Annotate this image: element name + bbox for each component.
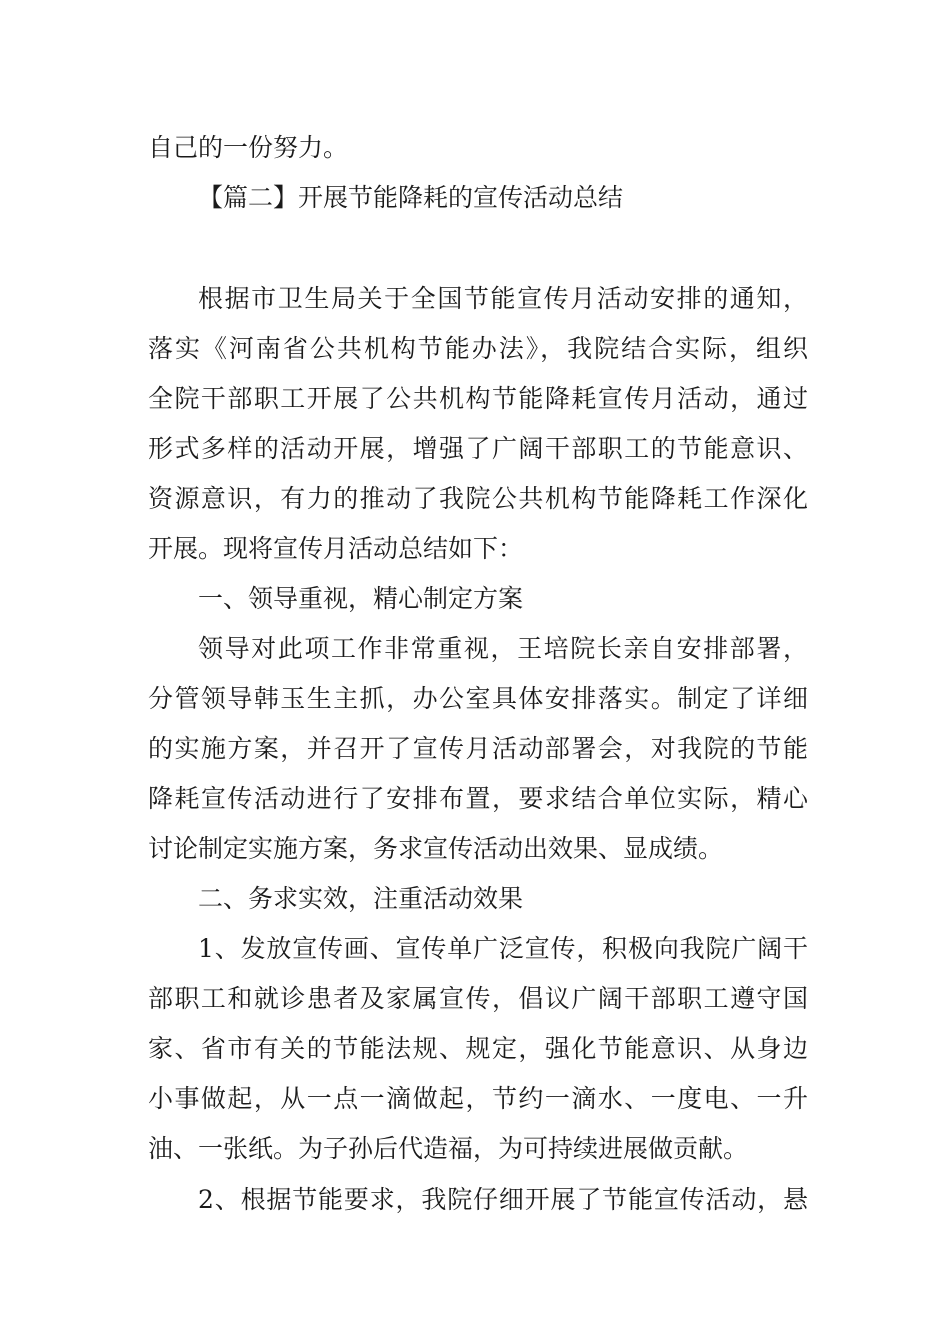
text-line: 1、发放宣传画、宣传单广泛宣传，积极向我院广阔干 bbox=[198, 934, 808, 963]
text-line: 落实《河南省公共机构节能办法》，我院结合实际，组织 bbox=[148, 334, 808, 363]
text-line: 的实施方案，并召开了宣传月活动部署会，对我院的节能 bbox=[148, 734, 808, 763]
subheading: 二、务求实效，注重活动效果 bbox=[198, 884, 524, 913]
text-line: 领导对此项工作非常重视，王培院长亲自安排部署， bbox=[198, 634, 808, 663]
text-line: 小事做起，从一点一滴做起，节约一滴水、一度电、一升 bbox=[148, 1084, 808, 1113]
text-line: 资源意识，有力的推动了我院公共机构节能降耗工作深化 bbox=[148, 484, 808, 513]
text-line: 开展。现将宣传月活动总结如下： bbox=[148, 534, 524, 563]
text-line: 根据市卫生局关于全国节能宣传月活动安排的通知， bbox=[198, 284, 808, 313]
text-line: 部职工和就诊患者及家属宣传，倡议广阔干部职工遵守国 bbox=[148, 984, 808, 1013]
section-title: 【篇二】开展节能降耗的宣传活动总结 bbox=[198, 183, 624, 212]
subheading: 一、领导重视，精心制定方案 bbox=[198, 584, 524, 613]
text-line: 油、一张纸。为子孙后代造福，为可持续进展做贡献。 bbox=[148, 1134, 749, 1163]
text-line: 分管领导韩玉生主抓，办公室具体安排落实。制定了详细 bbox=[148, 684, 808, 713]
text-line: 形式多样的活动开展，增强了广阔干部职工的节能意识、 bbox=[148, 434, 808, 463]
text-line: 自己的一份努力。 bbox=[148, 133, 349, 162]
text-line: 2、根据节能要求，我院仔细开展了节能宣传活动，悬 bbox=[198, 1185, 808, 1214]
text-line: 降耗宣传活动进行了安排布置，要求结合单位实际，精心 bbox=[148, 784, 808, 813]
text-line: 全院干部职工开展了公共机构节能降耗宣传月活动，通过 bbox=[148, 384, 808, 413]
text-line: 家、省市有关的节能法规、规定，强化节能意识、从身边 bbox=[148, 1034, 808, 1063]
text-line: 讨论制定实施方案，务求宣传活动出效果、显成绩。 bbox=[148, 834, 724, 863]
